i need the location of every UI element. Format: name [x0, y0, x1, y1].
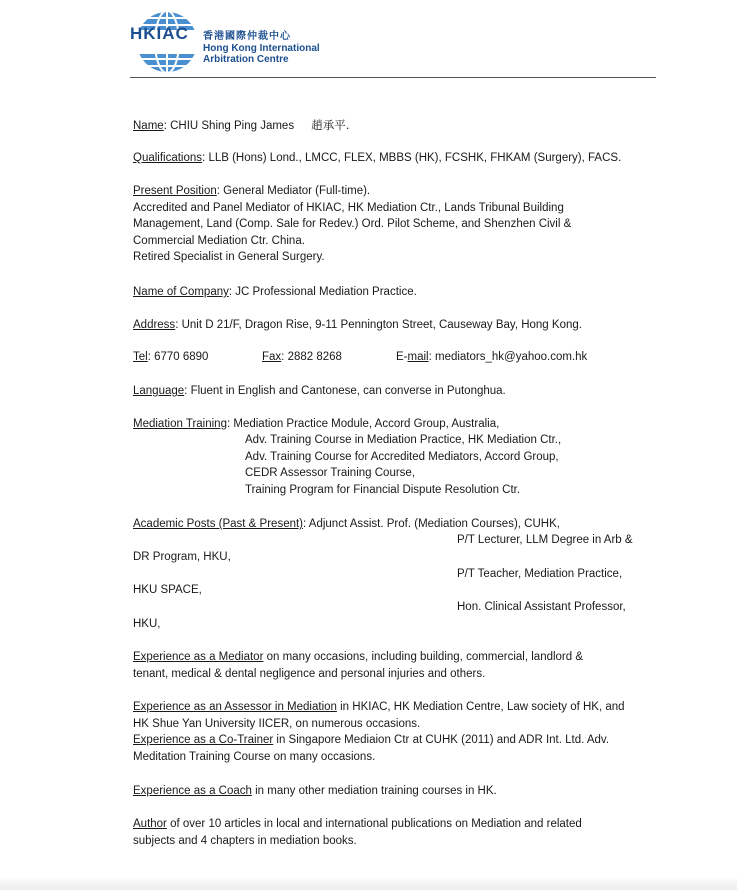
- experience-cotrainer-label: Experience as a Co-Trainer: [133, 734, 274, 746]
- experience-mediator-line2: tenant, medical & dental negligence and personal injuries and others.: [133, 667, 486, 680]
- name-label: Name: [133, 120, 164, 132]
- present-position-block: Present Position: General Mediator (Full-time). Accredited and Panel Mediator of HKIAC, HK Mediation Ctr., Lands Tribunal Building Management, Land (Comp. Sale for Redev.) Ord. Pilot Scheme, and Shenzhen Civil & Commercial Mediation Ctr. China. Retired Specialist in General Surgery.: [133, 183, 571, 266]
- organisation-name-en-1: Hong Kong International: [203, 43, 320, 54]
- address-label: Address: [133, 319, 176, 331]
- company-line: Name of Company: JC Professional Mediation Practice.: [133, 286, 417, 298]
- present-position-line3: Management, Land (Comp. Sale for Redev.) Ord. Pilot Scheme, and Shenzhen Civil &: [133, 218, 572, 230]
- mediation-training-item: Mediation Practice Module, Accord Group, Australia,: [233, 418, 500, 430]
- tel-value: 6770 6890: [154, 351, 209, 363]
- present-position-line2: Accredited and Panel Mediator of HKIAC, HK Mediation Ctr., Lands Tribunal Building: [133, 201, 564, 214]
- experience-assessor-block: [133, 699, 625, 732]
- experience-coach-value: in many other mediation training courses in HK.: [255, 785, 497, 797]
- experience-cotrainer-line1: in Singapore Mediaion Ctr at CUHK (2011) and ADR Int. Ltd. Adv.: [276, 734, 610, 746]
- name-value: CHIU Shing Ping James: [170, 120, 295, 132]
- experience-assessor-line1: in HKIAC, HK Mediation Centre, Law society of HK, and: [340, 701, 625, 713]
- author-line1: of over 10 articles in local and international publications on Mediation and related: [170, 818, 582, 830]
- academic-posts-label: Academic Posts (Past & Present): [133, 518, 304, 530]
- mediation-training-item: Adv. Training Course in Mediation Practice, HK Mediation Ctr.,: [245, 434, 562, 446]
- organisation-name: [203, 31, 320, 65]
- mediation-training-list: [245, 432, 561, 498]
- language-value: Fluent in English and Cantonese, can converse in Putonghua.: [190, 385, 506, 397]
- company-label: Name of Company: [133, 286, 229, 298]
- mediation-training-item: CEDR Assessor Training Course,: [245, 467, 416, 479]
- experience-assessor-label: Experience as an Assessor in Mediation: [133, 701, 337, 713]
- qualifications-label: Qualifications: [133, 152, 203, 164]
- experience-coach-label: Experience as a Coach: [133, 785, 252, 797]
- logo-wordmark: HKIAC: [130, 24, 189, 43]
- academic-post: Adjunct Assist. Prof. (Mediation Courses), CUHK,: [308, 518, 560, 530]
- experience-assessor-line2: HK Shue Yan University IICER, on numerous occasions.: [133, 717, 421, 730]
- experience-mediator-block: [133, 649, 583, 682]
- academic-post: P/T Teacher, Mediation Practice,: [457, 568, 623, 580]
- address-value: Unit D 21/F, Dragon Rise, 9-11 Pennington Street, Causeway Bay, Hong Kong.: [181, 319, 582, 331]
- tel-line: Tel: 6770 6890: [133, 351, 209, 363]
- organisation-name-chinese: 香港國際仲裁中心: [203, 31, 291, 42]
- qualifications-line: Qualifications: LLB (Hons) Lond., LMCC, FLEX, MBBS (HK), FCSHK, FHKAM (Surgery), FACS.: [133, 152, 622, 164]
- present-position-line4: Commercial Mediation Ctr. China.: [133, 234, 305, 247]
- academic-post-cont: HKU SPACE,: [133, 584, 202, 596]
- name-line: Name: CHIU Shing Ping James 趙承平.: [133, 118, 350, 132]
- academic-post: Hon. Clinical Assistant Professor,: [457, 601, 626, 613]
- page-bottom-edge: [0, 876, 737, 890]
- mediation-training-item: Training Program for Financial Dispute Resolution Ctr.: [245, 483, 521, 496]
- fax-line: Fax: 2882 8268: [262, 351, 342, 363]
- email-value: mediators_hk@yahoo.com.hk: [434, 351, 588, 363]
- mediation-training-item: Adv. Training Course for Accredited Mediators, Accord Group,: [245, 450, 559, 463]
- language-line: Language: Fluent in English and Cantonese, can converse in Putonghua.: [133, 385, 506, 397]
- academic-posts-first: Academic Posts (Past & Present): Adjunct Assist. Prof. (Mediation Courses), CUHK,: [133, 518, 560, 530]
- present-position-line5: Retired Specialist in General Surgery.: [133, 251, 325, 263]
- academic-post-cont: DR Program, HKU,: [133, 551, 231, 563]
- experience-mediator-label: Experience as a Mediator: [133, 651, 264, 663]
- author-label: Author: [133, 818, 167, 830]
- academic-post: P/T Lecturer, LLM Degree in Arb &: [457, 534, 633, 546]
- language-label: Language: [133, 385, 185, 397]
- experience-cotrainer-line2: Meditation Training Course on many occasions.: [133, 750, 376, 763]
- email-line: E-mail: mediators_hk@yahoo.com.hk: [396, 351, 588, 363]
- header-divider: [130, 77, 656, 78]
- tel-label: Tel: [133, 351, 148, 363]
- address-line: Address: Unit D 21/F, Dragon Rise, 9-11 Pennington Street, Causeway Bay, Hong Kong.: [133, 319, 582, 331]
- mediation-training-first: Mediation Training: Mediation Practice Module, Accord Group, Australia,: [133, 418, 500, 430]
- organisation-name-en-2: Arbitration Centre: [203, 54, 289, 65]
- author-line2: subjects and 4 chapters in mediation books.: [133, 834, 357, 847]
- experience-mediator-line1: on many occasions, including building, commercial, landlord &: [266, 651, 584, 663]
- mediation-training-label: Mediation Training: [133, 418, 227, 430]
- email-prefix: E-: [396, 351, 408, 363]
- name-chinese: 趙承平.: [311, 118, 350, 132]
- fax-label: Fax: [262, 351, 282, 363]
- fax-value: 2882 8268: [287, 351, 342, 363]
- email-label: mail: [407, 351, 429, 363]
- experience-cotrainer-block: [133, 732, 609, 765]
- experience-coach-line: [133, 783, 497, 800]
- present-position-label: Present Position: [133, 185, 217, 197]
- qualifications-value: LLB (Hons) Lond., LMCC, FLEX, MBBS (HK), FCSHK, FHKAM (Surgery), FACS.: [208, 152, 622, 164]
- company-value: JC Professional Mediation Practice.: [235, 286, 417, 298]
- author-block: [133, 816, 582, 849]
- present-position-line1: General Mediator (Full-time).: [223, 185, 371, 197]
- academic-post-cont: HKU,: [133, 618, 161, 630]
